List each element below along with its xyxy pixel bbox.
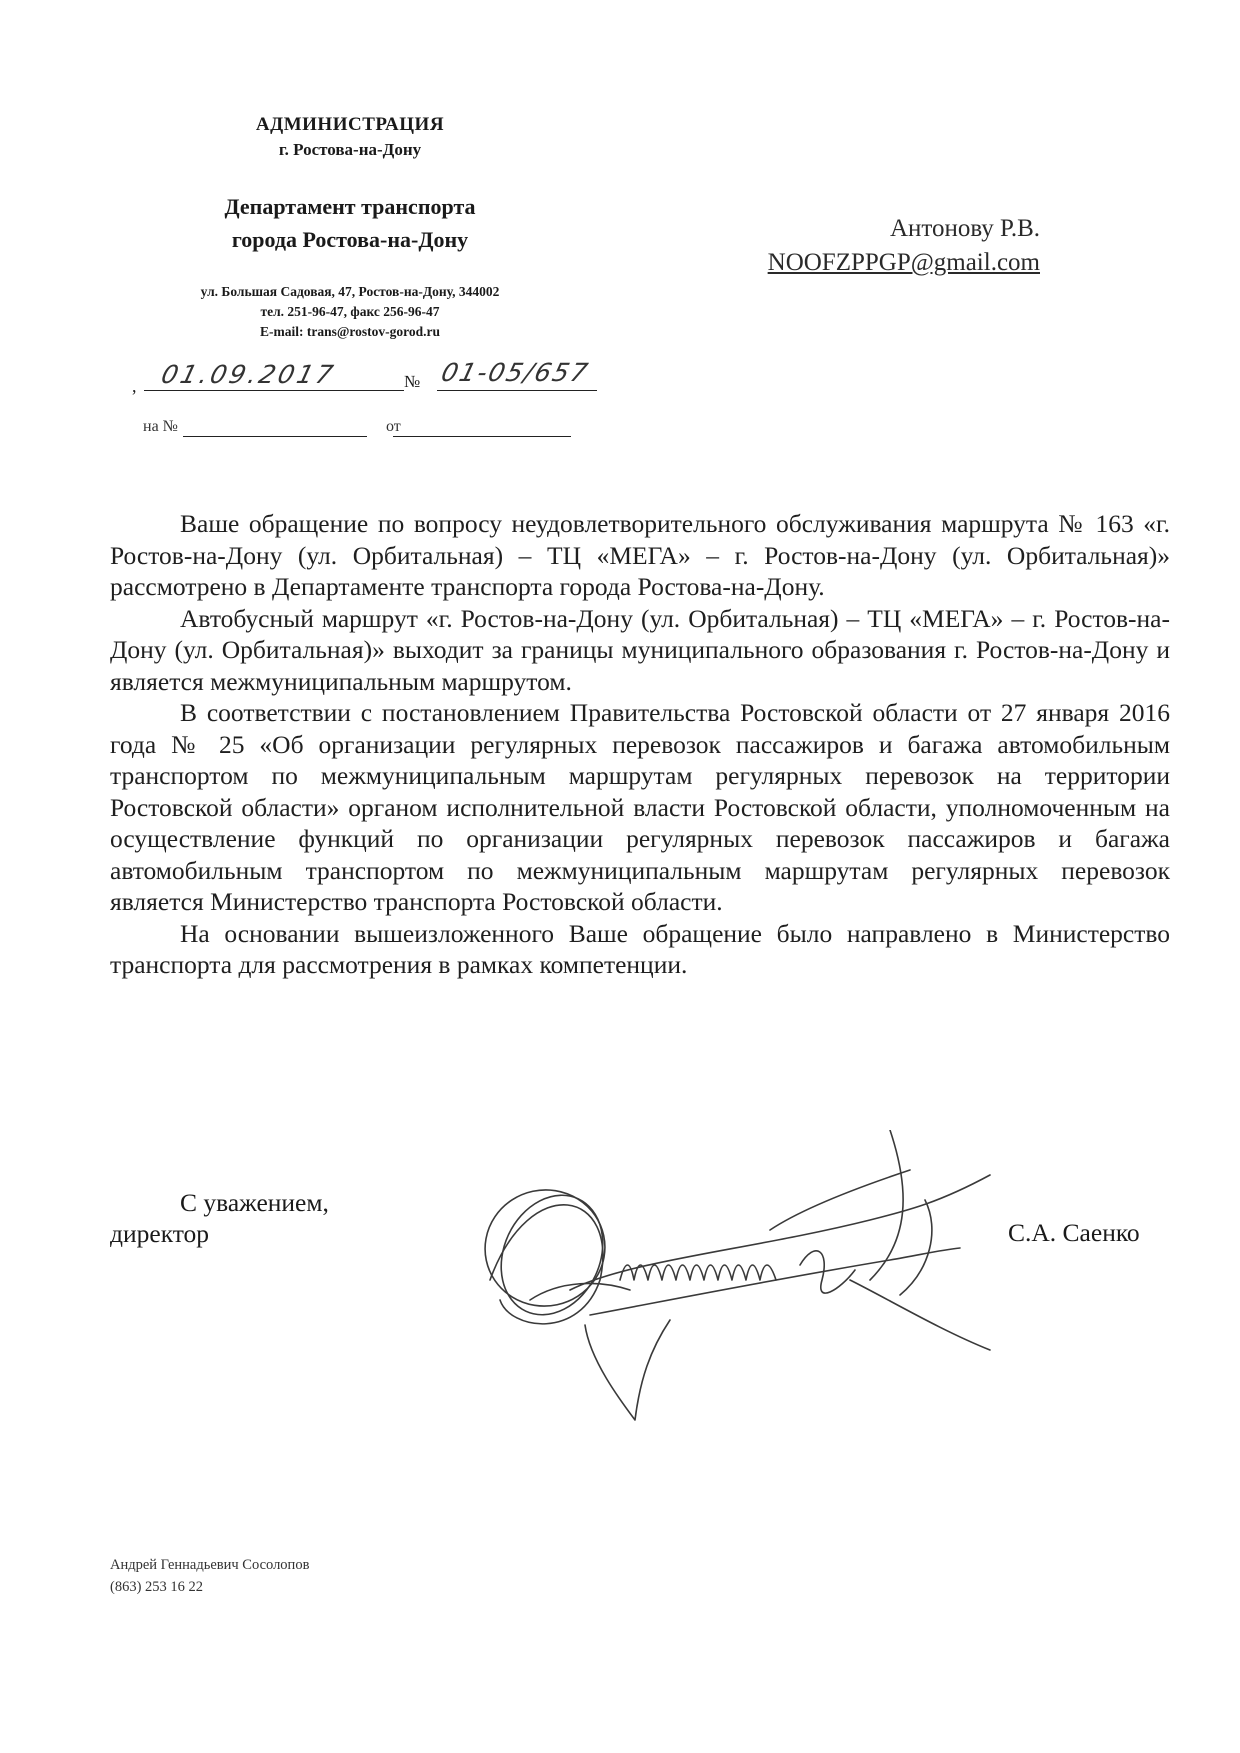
department-line-1: Департамент транспорта [224,194,476,219]
closing-regards: С уважением, [180,1188,329,1217]
department-line-2: города Ростова-на-Дону [231,227,469,252]
letterhead-phone: тел. 251-96-47, факс 256-96-47 [260,304,440,319]
date-underline [144,390,404,391]
registration-line [132,358,602,398]
reference-number-label: на № [143,418,178,435]
registration-number: 01-05/657 [438,358,593,387]
recipient-name: Антонову Р.В. [889,215,1040,242]
letterhead-department [140,190,560,256]
body-paragraph: Автобусный маршрут «г. Ростов-на-Дону (ул. Орбитальная) – ТЦ «МЕГА» – г. Ростов-на-Дону (ул. Орбитальная)» выходит за границы муниципального образования г. Ростов-на-Дону и является межмуниципальным маршрутом. [110,603,1170,696]
signer-name: С.А. Саенко [1008,1218,1140,1247]
letterhead-address: ул. Большая Садовая, 47, Ростов-на-Дону, 344002 [200,284,500,299]
executor-name: Андрей Геннадьевич Сосолопов [110,1557,310,1573]
letterhead-contacts [120,282,580,342]
executor-phone: (863) 253 16 22 [110,1579,204,1595]
letterhead-email: E-mail: trans@rostov-gorod.ru [259,324,441,339]
registration-date: 01.09.2017 [158,360,339,389]
closing-block [110,1187,329,1249]
closing-position: директор [110,1219,210,1248]
body-paragraph: На основании вышеизложенного Ваше обращение было направлено в Министерство транспорта для рассмотрения в рамках компетенции. [110,918,1170,979]
reference-date-label: от [386,418,401,435]
executor-block [110,1554,309,1598]
handwritten-signature [470,1130,1030,1440]
registration-tick: , [132,376,137,396]
recipient-email: NOOFZPPGP@gmail.com [767,249,1040,276]
letter-body [110,508,1170,981]
reference-date-underline [393,436,571,437]
letterhead-organization: АДМИНИСТРАЦИЯ [255,114,445,135]
reference-line [143,418,583,442]
body-paragraph: В соответствии с постановлением Правительства Ростовской области от 27 января 2016 года № 25 «Об организации регулярных перевозок пассажиров и багажа автомобильным транспортом по межмуниципальным маршрутам регулярных перевозок на территории Ростовской области» органом исполнительной власти Ростовской области, уполномоченным на осуществление функций по организации регулярных перевозок пассажиров и багажа автомобильным транспортом по межмуниципальным маршрутам регулярных перевозок является Министерство транспорта Ростовской области. [110,698,1170,916]
number-underline [437,390,597,391]
letterhead-city: г. Ростова-на-Дону [278,140,422,159]
recipient-block [700,212,1040,280]
body-paragraph: Ваше обращение по вопросу неудовлетворительного обслуживания маршрута № 163 «г. Ростов-на-Дону (ул. Орбитальная) – ТЦ «МЕГА» – г. Ростов-на-Дону (ул. Орбитальная)» рассмотрено в Департаменте транспорта города Ростова-на-Дону. [110,509,1170,601]
registration-number-label: № [404,372,421,391]
reference-number-underline [183,436,367,437]
